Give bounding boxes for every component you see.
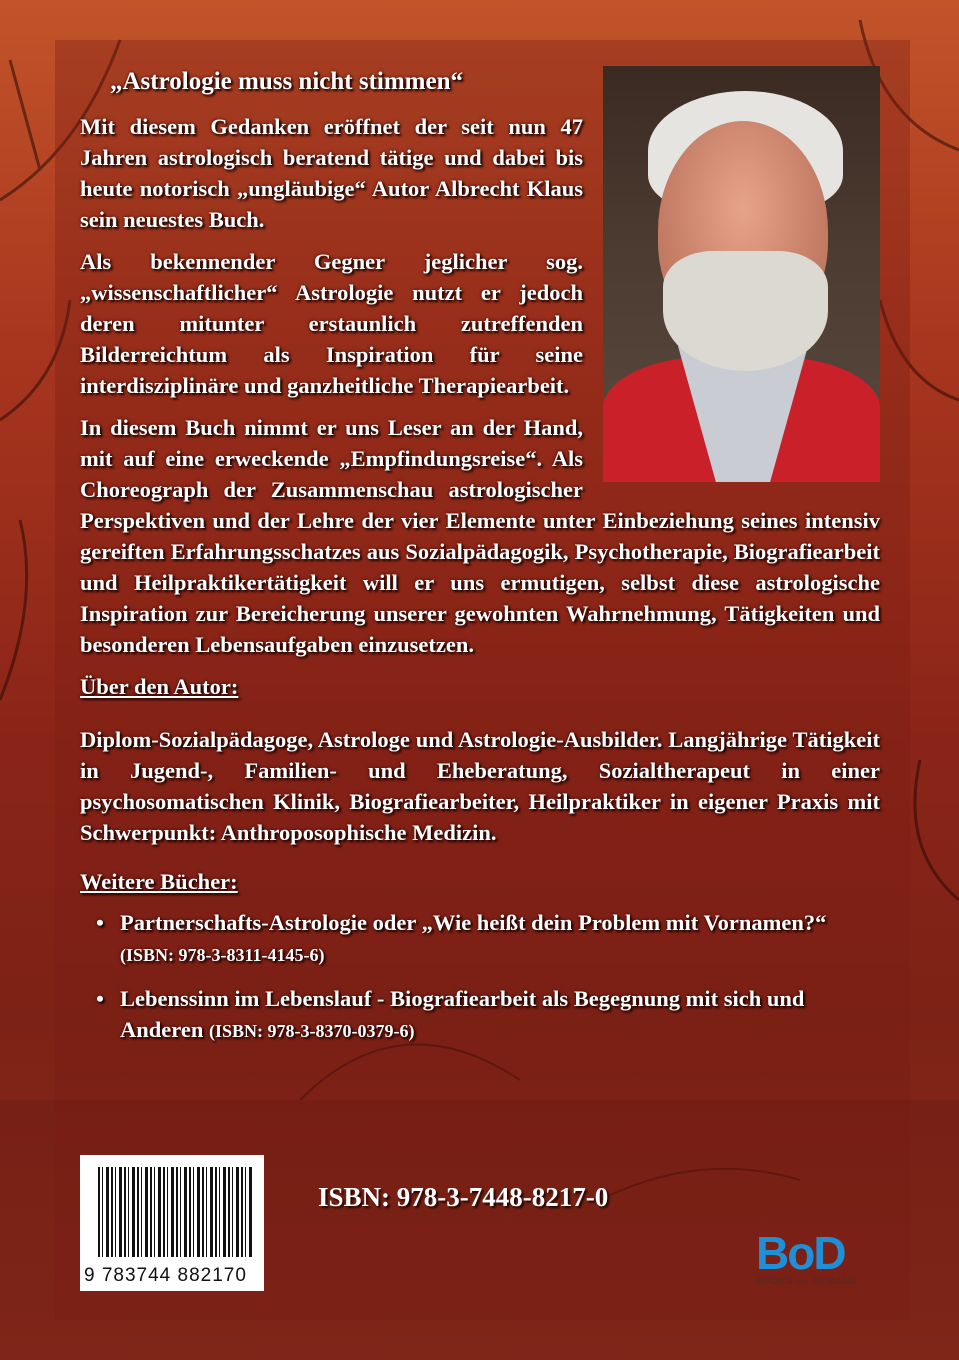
book-isbn: (ISBN: 978-3-8311-4145-6) xyxy=(120,945,325,965)
isbn-label: ISBN: 978-3-7448-8217-0 xyxy=(318,1182,609,1212)
publisher-logo-text: BoD xyxy=(756,1227,845,1279)
barcode-number: 9 783744 882170 xyxy=(84,1265,247,1286)
barcode-bars xyxy=(98,1167,253,1257)
publisher-logo-subtitle: BOOKS on DEMAND xyxy=(756,1276,857,1287)
list-item xyxy=(88,983,880,1047)
author-photo xyxy=(603,66,880,482)
publisher-logo xyxy=(756,1227,857,1287)
author-stance-paragraph: Als bekennender Gegner jeglicher sog. „wissenschaftlicher“ Astrologie nutzt er jedoch deren mitunter erstaunlich zutreffenden Bilderreichtum als Inspiration für seine interdisziplinäre und ganzheitliche Therapiearbeit. xyxy=(80,249,583,398)
more-books-list xyxy=(80,907,880,1047)
list-item xyxy=(88,907,880,971)
book-title: Partnerschafts-Astrologie oder „Wie heißt dein Problem mit Vornamen?“ xyxy=(120,910,827,935)
cover-quote-title: „Astrologie muss nicht stimmen“ xyxy=(110,68,464,95)
intro-paragraph: Mit diesem Gedanken eröffnet der seit nun 47 Jahren astrologisch beratend tätige und dabei bis heute notorisch „ungläubige“ Autor Albrecht Klaus sein neuestes Buch. xyxy=(80,114,583,232)
back-cover-text xyxy=(80,66,880,1059)
about-author-heading: Über den Autor: xyxy=(80,674,239,699)
about-author-text: Diplom-Sozialpädagoge, Astrologe und Astrologie-Ausbilder. Langjährige Tätigkeit in Jugend-, Familien- und Eheberatung, Sozialtherapeut in einer psychosomatischen Klinik, Biografiearbeiter, Heilpraktiker in eigener Praxis mit Schwerpunkt: Anthroposophische Medizin. xyxy=(80,727,880,845)
barcode xyxy=(80,1155,264,1291)
book-description-paragraph: In diesem Buch nimmt er uns Leser an der Hand, mit auf eine erweckende „Empfindungsreise“. Als Choreograph der Zusammenschau astrologischer Perspektiven und der Lehre der vier Elemente unter Einbeziehung seines intensiv gereiften Erfahrungsschatzes aus Sozialpädagogik, Psychotherapie, Biografiearbeit und Heilpraktikertätigkeit will er uns ermutigen, selbst diese astrologische Inspiration zur Bereicherung unserer gewohnten Wahrnehmung, Tätigkeiten und besonderen Lebensaufgaben einzusetzen. xyxy=(80,415,880,657)
book-isbn: (ISBN: 978-3-8370-0379-6) xyxy=(208,1021,415,1041)
more-books-heading: Weitere Bücher: xyxy=(80,869,238,894)
book-title: Lebenssinn im Lebenslauf - Biografiearbeit als Begegnung mit sich und Anderen xyxy=(120,986,805,1042)
